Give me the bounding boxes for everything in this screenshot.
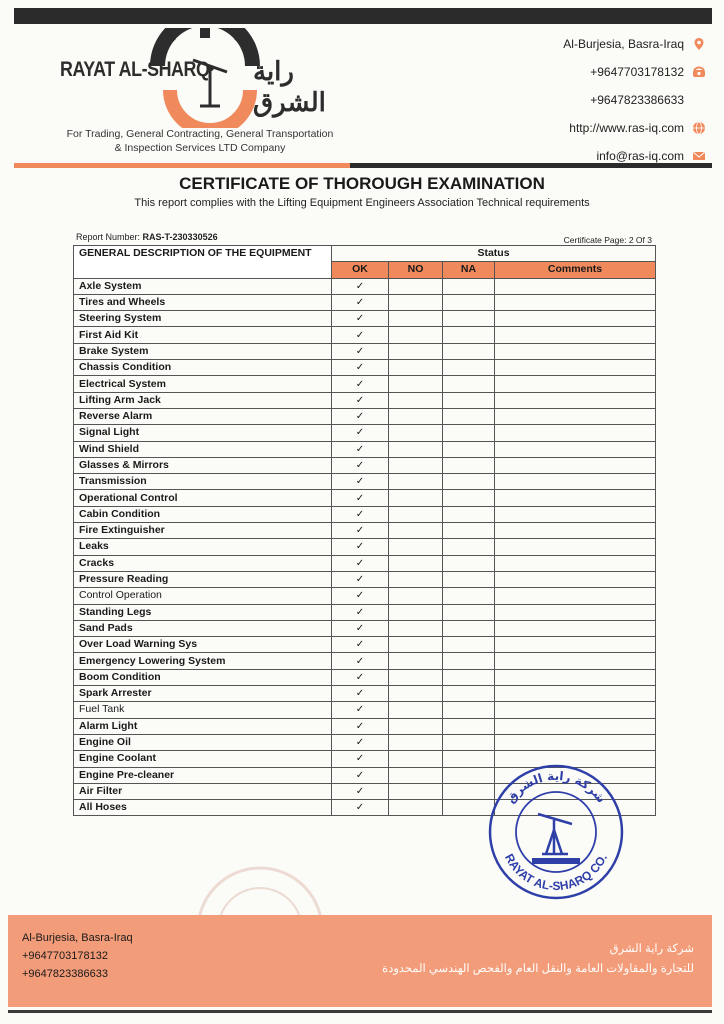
status-no-cell	[389, 294, 443, 310]
equipment-item: Air Filter	[74, 783, 332, 799]
status-na-cell	[443, 441, 495, 457]
status-na-cell	[443, 294, 495, 310]
table-row	[74, 392, 656, 408]
status-ok-cell: ✓	[332, 702, 389, 718]
status-ok-cell: ✓	[332, 506, 389, 522]
status-no-cell	[389, 620, 443, 636]
comments-cell	[495, 294, 656, 310]
equipment-table	[73, 245, 655, 816]
status-ok-cell: ✓	[332, 360, 389, 376]
status-na-cell	[443, 588, 495, 604]
footer-company-ar: شركة راية الشرق	[609, 943, 694, 955]
stamp-text-en: RAYAT AL-SHARQ CO.	[501, 851, 610, 894]
equipment-item: Reverse Alarm	[74, 408, 332, 424]
status-ok-cell: ✓	[332, 441, 389, 457]
equipment-item: Signal Light	[74, 425, 332, 441]
status-no-cell	[389, 702, 443, 718]
equipment-item: All Hoses	[74, 800, 332, 816]
status-na-cell	[443, 311, 495, 327]
table-row	[74, 555, 656, 571]
status-no-cell	[389, 653, 443, 669]
equipment-item: Cabin Condition	[74, 506, 332, 522]
status-no-cell	[389, 392, 443, 408]
status-ok-cell: ✓	[332, 392, 389, 408]
table-row	[74, 669, 656, 685]
comments-cell	[495, 571, 656, 587]
status-no-cell	[389, 604, 443, 620]
equipment-item: Boom Condition	[74, 669, 332, 685]
status-ok-cell: ✓	[332, 311, 389, 327]
status-na-cell	[443, 620, 495, 636]
status-ok-cell: ✓	[332, 376, 389, 392]
comments-cell	[495, 474, 656, 490]
status-no-cell	[389, 718, 443, 734]
status-ok-cell: ✓	[332, 800, 389, 816]
status-na-cell	[443, 343, 495, 359]
status-na-cell	[443, 392, 495, 408]
status-no-cell	[389, 686, 443, 702]
table-row	[74, 734, 656, 750]
company-logo	[55, 28, 355, 128]
report-number-label: Report Number:	[76, 232, 141, 242]
comments-cell	[495, 343, 656, 359]
status-ok-cell: ✓	[332, 718, 389, 734]
column-comments: Comments	[495, 262, 656, 278]
status-no-cell	[389, 474, 443, 490]
table-row	[74, 311, 656, 327]
status-na-cell	[443, 653, 495, 669]
comments-cell	[495, 278, 656, 294]
equipment-item: First Aid Kit	[74, 327, 332, 343]
header-divider	[14, 163, 712, 168]
equipment-item: Pressure Reading	[74, 571, 332, 587]
status-no-cell	[389, 539, 443, 555]
comments-cell	[495, 408, 656, 424]
equipment-item: Chassis Condition	[74, 360, 332, 376]
comments-cell	[495, 653, 656, 669]
equipment-item: Over Load Warning Sys	[74, 637, 332, 653]
comments-cell	[495, 669, 656, 685]
status-ok-cell: ✓	[332, 669, 389, 685]
footer-contact	[22, 929, 133, 983]
table-row	[74, 686, 656, 702]
equipment-item: Sand Pads	[74, 620, 332, 636]
status-na-cell	[443, 669, 495, 685]
status-ok-cell: ✓	[332, 751, 389, 767]
status-na-cell	[443, 360, 495, 376]
equipment-item: Operational Control	[74, 490, 332, 506]
status-na-cell	[443, 278, 495, 294]
comments-cell	[495, 734, 656, 750]
comments-cell	[495, 506, 656, 522]
table-row	[74, 408, 656, 424]
comments-cell	[495, 588, 656, 604]
table-row	[74, 474, 656, 490]
equipment-item: Axle System	[74, 278, 332, 294]
footer-phone-2: +9647823386633	[22, 968, 108, 980]
company-stamp	[486, 762, 626, 902]
report-number	[76, 232, 218, 242]
status-ok-cell: ✓	[332, 783, 389, 799]
globe-icon	[692, 121, 706, 135]
table-row	[74, 620, 656, 636]
status-na-cell	[443, 523, 495, 539]
equipment-item: Lifting Arm Jack	[74, 392, 332, 408]
status-na-cell	[443, 718, 495, 734]
table-row	[74, 294, 656, 310]
status-ok-cell: ✓	[332, 555, 389, 571]
status-na-cell	[443, 604, 495, 620]
comments-cell	[495, 327, 656, 343]
contact-phone-2: +9647823386633	[590, 93, 684, 107]
status-ok-cell: ✓	[332, 686, 389, 702]
status-no-cell	[389, 588, 443, 604]
table-row	[74, 637, 656, 653]
company-name-en: RAYAT AL-SHARQ	[60, 58, 210, 81]
comments-cell	[495, 718, 656, 734]
status-ok-cell: ✓	[332, 327, 389, 343]
table-row	[74, 490, 656, 506]
status-ok-cell: ✓	[332, 637, 389, 653]
status-no-cell	[389, 343, 443, 359]
tagline-line2: & Inspection Services LTD Company	[114, 142, 286, 154]
equipment-item: Engine Coolant	[74, 751, 332, 767]
table-row	[74, 539, 656, 555]
contact-address: Al-Burjesia, Basra-Iraq	[563, 30, 706, 58]
status-ok-cell: ✓	[332, 620, 389, 636]
status-na-cell	[443, 555, 495, 571]
table-row	[74, 425, 656, 441]
equipment-item: Electrical System	[74, 376, 332, 392]
equipment-item: Control Operation	[74, 588, 332, 604]
status-ok-cell: ✓	[332, 490, 389, 506]
status-ok-cell: ✓	[332, 425, 389, 441]
status-no-cell	[389, 751, 443, 767]
status-na-cell	[443, 327, 495, 343]
comments-cell	[495, 539, 656, 555]
bottom-line	[8, 1010, 712, 1013]
status-no-cell	[389, 571, 443, 587]
status-ok-cell: ✓	[332, 539, 389, 555]
status-ok-cell: ✓	[332, 734, 389, 750]
status-na-cell	[443, 539, 495, 555]
comments-cell	[495, 604, 656, 620]
status-na-cell	[443, 474, 495, 490]
status-no-cell	[389, 800, 443, 816]
contact-phone-1: +9647703178132	[563, 58, 706, 86]
document-subtitle: This report complies with the Lifting Equipment Engineers Association Technical requirements	[134, 197, 590, 209]
status-ok-cell: ✓	[332, 653, 389, 669]
phone-icon	[692, 65, 706, 79]
table-row	[74, 343, 656, 359]
column-ok: OK	[332, 262, 389, 278]
equipment-item: Cracks	[74, 555, 332, 571]
equipment-item: Emergency Lowering System	[74, 653, 332, 669]
equipment-item: Glasses & Mirrors	[74, 457, 332, 473]
footer	[8, 915, 712, 1007]
status-no-cell	[389, 767, 443, 783]
table-row	[74, 376, 656, 392]
status-no-cell	[389, 376, 443, 392]
status-no-cell	[389, 457, 443, 473]
equipment-item: Fuel Tank	[74, 702, 332, 718]
footer-phone-1: +9647703178132	[22, 950, 108, 962]
table-row	[74, 327, 656, 343]
location-pin-icon	[692, 37, 706, 51]
status-no-cell	[389, 734, 443, 750]
status-na-cell	[443, 506, 495, 522]
contact-email[interactable]: info@ras-iq.com	[563, 142, 706, 170]
table-row	[74, 571, 656, 587]
column-no: NO	[389, 262, 443, 278]
equipment-item: Engine Oil	[74, 734, 332, 750]
status-no-cell	[389, 360, 443, 376]
table-row	[74, 702, 656, 718]
equipment-item: Standing Legs	[74, 604, 332, 620]
column-na: NA	[443, 262, 495, 278]
company-name-ar: راية الشرق	[253, 56, 326, 117]
status-na-cell	[443, 376, 495, 392]
mail-icon	[692, 149, 706, 163]
status-ok-cell: ✓	[332, 523, 389, 539]
comments-cell	[495, 555, 656, 571]
table-row	[74, 653, 656, 669]
status-na-cell	[443, 457, 495, 473]
table-row	[74, 278, 656, 294]
status-no-cell	[389, 637, 443, 653]
comments-cell	[495, 425, 656, 441]
footer-description-ar: للتجارة والمقاولات العامة والنقل العام والفحص الهندسي المحدودة	[382, 963, 694, 975]
status-na-cell	[443, 571, 495, 587]
status-ok-cell: ✓	[332, 474, 389, 490]
footer-address: Al-Burjesia, Basra-Iraq	[22, 932, 133, 944]
document-title: CERTIFICATE OF THOROUGH EXAMINATION	[179, 174, 545, 193]
comments-cell	[495, 311, 656, 327]
equipment-item: Spark Arrester	[74, 686, 332, 702]
equipment-item: Fire Extinguisher	[74, 523, 332, 539]
footer-arabic	[382, 939, 694, 979]
status-na-cell	[443, 425, 495, 441]
status-ok-cell: ✓	[332, 294, 389, 310]
table-row	[74, 457, 656, 473]
table-row	[74, 718, 656, 734]
table-row	[74, 604, 656, 620]
status-no-cell	[389, 669, 443, 685]
status-ok-cell: ✓	[332, 571, 389, 587]
status-ok-cell: ✓	[332, 408, 389, 424]
status-no-cell	[389, 408, 443, 424]
status-no-cell	[389, 555, 443, 571]
status-no-cell	[389, 311, 443, 327]
comments-cell	[495, 620, 656, 636]
equipment-item: Steering System	[74, 311, 332, 327]
status-na-cell	[443, 686, 495, 702]
status-na-cell	[443, 702, 495, 718]
top-bar	[14, 8, 712, 24]
company-tagline	[40, 127, 360, 155]
contact-list	[563, 30, 706, 170]
contact-website[interactable]: http://www.ras-iq.com	[563, 114, 706, 142]
equipment-item: Transmission	[74, 474, 332, 490]
status-na-cell	[443, 734, 495, 750]
certificate-page: Certificate Page: 2 Of 3	[563, 235, 652, 245]
report-number-value: RAS-T-230330526	[142, 232, 218, 242]
status-na-cell	[443, 408, 495, 424]
comments-cell	[495, 392, 656, 408]
table-row	[74, 523, 656, 539]
status-no-cell	[389, 506, 443, 522]
comments-cell	[495, 637, 656, 653]
status-ok-cell: ✓	[332, 457, 389, 473]
status-no-cell	[389, 425, 443, 441]
status-no-cell	[389, 490, 443, 506]
equipment-item: Alarm Light	[74, 718, 332, 734]
equipment-item: Engine Pre-cleaner	[74, 767, 332, 783]
status-na-cell	[443, 490, 495, 506]
status-ok-cell: ✓	[332, 278, 389, 294]
comments-cell	[495, 490, 656, 506]
comments-cell	[495, 686, 656, 702]
comments-cell	[495, 376, 656, 392]
table-row	[74, 360, 656, 376]
status-no-cell	[389, 327, 443, 343]
comments-cell	[495, 360, 656, 376]
equipment-item: Tires and Wheels	[74, 294, 332, 310]
comments-cell	[495, 523, 656, 539]
equipment-item: Brake System	[74, 343, 332, 359]
status-na-cell	[443, 637, 495, 653]
table-row	[74, 506, 656, 522]
comments-cell	[495, 441, 656, 457]
status-no-cell	[389, 278, 443, 294]
equipment-item: Leaks	[74, 539, 332, 555]
status-ok-cell: ✓	[332, 343, 389, 359]
tagline-line1: For Trading, General Contracting, General Transportation	[66, 128, 334, 140]
table-row	[74, 441, 656, 457]
status-no-cell	[389, 783, 443, 799]
status-no-cell	[389, 523, 443, 539]
comments-cell	[495, 457, 656, 473]
table-row	[74, 588, 656, 604]
comments-cell	[495, 702, 656, 718]
status-ok-cell: ✓	[332, 588, 389, 604]
equipment-item: Wind Shield	[74, 441, 332, 457]
status-no-cell	[389, 441, 443, 457]
header-status: Status	[332, 246, 656, 262]
status-ok-cell: ✓	[332, 604, 389, 620]
stamp-text-ar: شركة راية الشرق	[503, 768, 609, 806]
status-ok-cell: ✓	[332, 767, 389, 783]
header-description: GENERAL DESCRIPTION OF THE EQUIPMENT	[74, 246, 332, 279]
